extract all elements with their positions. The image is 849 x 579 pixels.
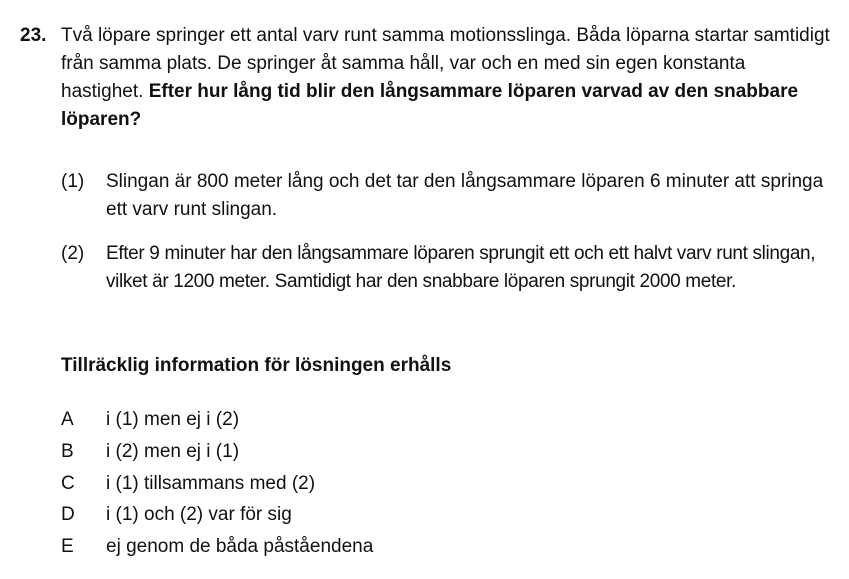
question-text-bold: Efter hur lång tid blir den långsammare löparen varvad av den snabbare löparen? [61,81,799,130]
answer-option-e[interactable] [61,533,561,561]
option-d-text: i (1) och (2) var för sig [106,504,292,525]
statement-2-text: Efter 9 minuter har den långsammare löparen sprungit ett och ett halvt varv runt slingan, vilket är 1200 meter. Samtidigt har den snabbare löparen sprungit 2000 meter. [106,243,816,292]
option-e-text: ej genom de båda påståendena [106,536,374,557]
answer-option-a[interactable] [61,406,561,434]
option-b-text: i (2) men ej i (1) [106,441,240,462]
statement-1-label: (1) [61,171,85,192]
answer-option-d[interactable] [61,501,561,529]
statement-2 [61,240,841,296]
answer-option-b[interactable] [61,438,561,466]
option-c-text: i (1) tillsammans med (2) [106,473,316,494]
question-text-plain: Två löpare springer ett antal varv runt samma motionsslinga. Båda löparna startar samtidigt från samma plats. De springer åt samma håll, var och en med sin egen konstanta hastighet. [61,25,830,102]
option-e-letter: E [61,536,74,557]
sufficiency-heading: Tillräcklig information för lösningen erhålls [61,355,452,376]
question-number: 23. [20,25,47,46]
statement-2-label: (2) [61,243,85,264]
option-b-letter: B [61,441,74,462]
statement-1-text: Slingan är 800 meter lång och det tar den långsammare löparen 6 minuter att springa ett varv runt slingan. [106,171,824,220]
option-a-letter: A [61,409,74,430]
statement-1 [61,168,841,224]
answer-option-c[interactable] [61,470,561,498]
option-d-letter: D [61,504,75,525]
option-a-text: i (1) men ej i (2) [106,409,240,430]
question-text [61,22,831,134]
option-c-letter: C [61,473,75,494]
